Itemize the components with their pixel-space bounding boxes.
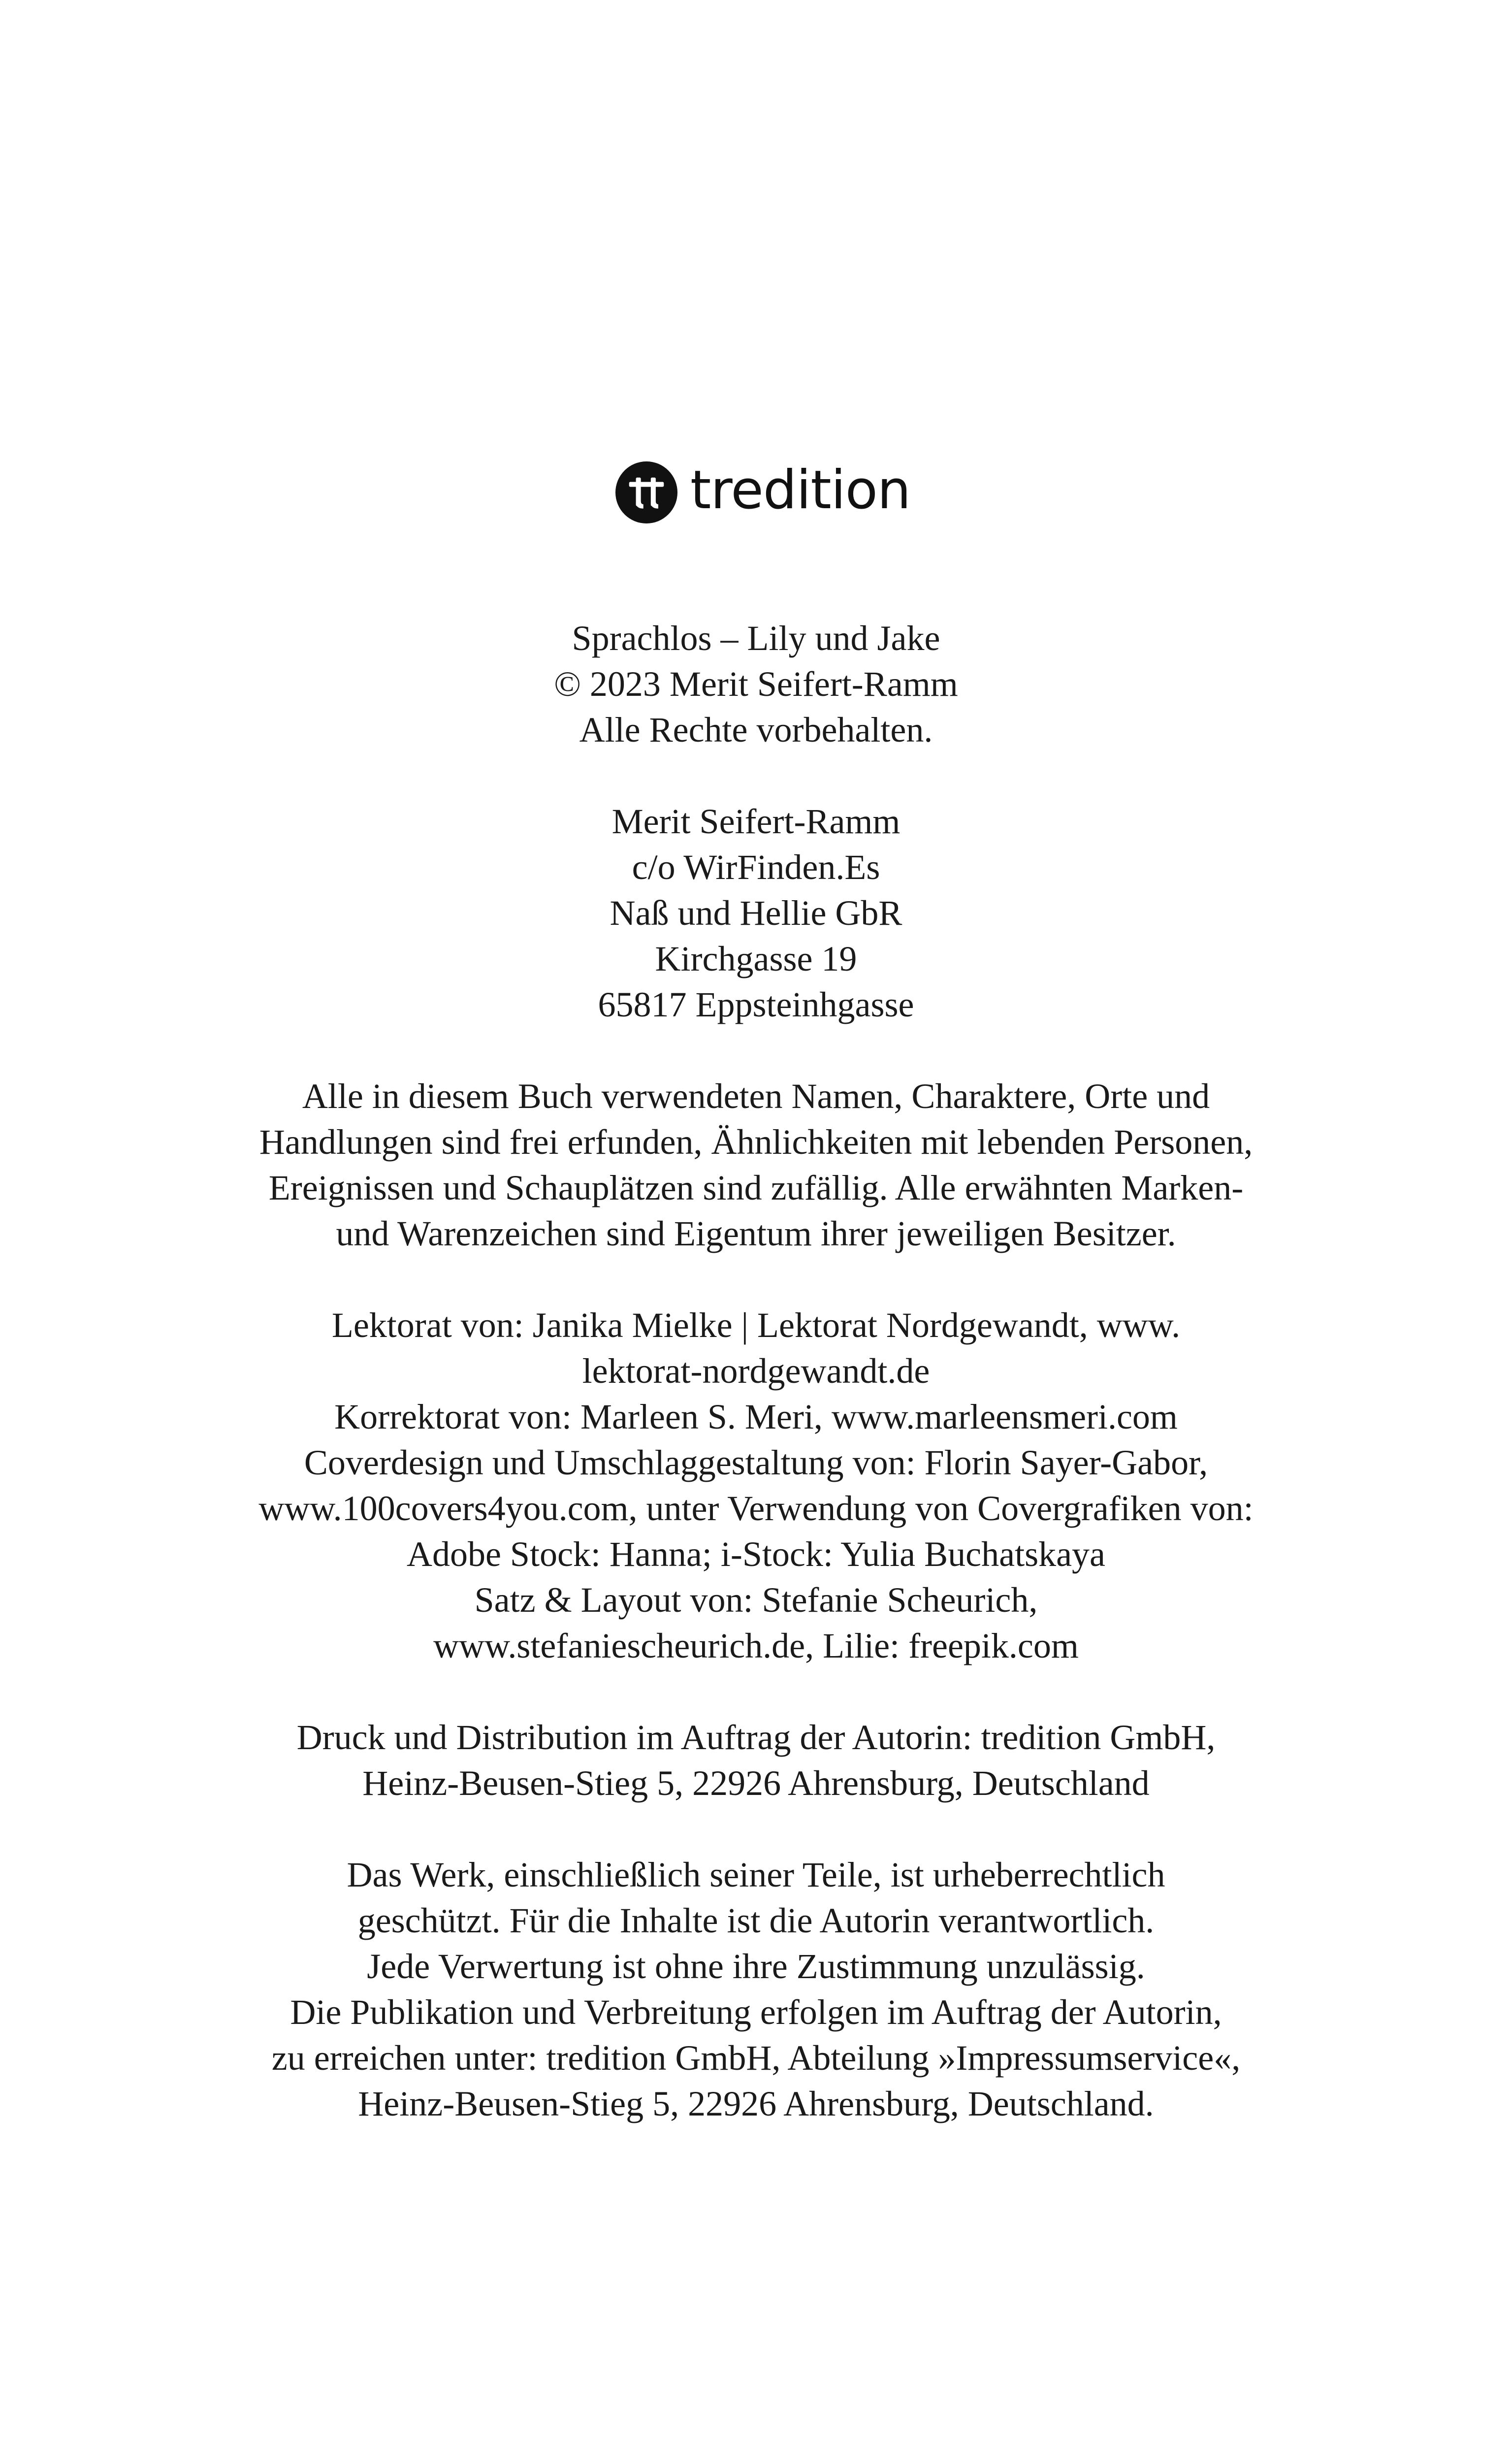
address-block (0, 799, 1512, 1028)
disclaimer-line: Alle in diesem Buch verwendeten Namen, Charaktere, Orte und (302, 1076, 1210, 1116)
imprint-content (0, 616, 1512, 2173)
credits-line: Satz & Layout von: Stefanie Scheurich, (474, 1580, 1038, 1620)
credits-line: www.stefaniescheurich.de, Lilie: freepik.com (433, 1626, 1079, 1665)
copyright-notice-line: Die Publikation und Verbreitung erfolgen im Auftrag der Autorin, (290, 1992, 1222, 2032)
address-line: c/o WirFinden.Es (632, 847, 880, 887)
copyright-notice-line: Heinz-Beusen-Stieg 5, 22926 Ahrensburg, Deutschland. (358, 2084, 1154, 2123)
credits-line: Adobe Stock: Hanna; i-Stock: Yulia Buchatskaya (406, 1534, 1106, 1574)
disclaimer-line: und Warenzeichen sind Eigentum ihrer jeweiligen Besitzer. (336, 1214, 1176, 1253)
credits-line: lektorat-nordgewandt.de (582, 1351, 930, 1391)
tredition-logo (615, 460, 910, 524)
copyright-block (0, 1852, 1512, 2127)
logo-wordmark: tredition (690, 459, 911, 521)
copyright-notice-line: geschützt. Für die Inhalte ist die Autorin verantwortlich. (357, 1901, 1155, 1940)
print-block (0, 1715, 1512, 1806)
print-line: Heinz-Beusen-Stieg 5, 22926 Ahrensburg, Deutschland (362, 1763, 1150, 1803)
credits-line: Korrektorat von: Marleen S. Meri, www.marleensmeri.com (334, 1397, 1178, 1436)
credits-line: Lektorat von: Janika Mielke | Lektorat Nordgewandt, www. (331, 1305, 1181, 1345)
credits-line: www.100covers4you.com, unter Verwendung von Covergrafiken von: (258, 1489, 1254, 1528)
address-line: Naß und Hellie GbR (610, 893, 902, 933)
tredition-logo-icon (615, 461, 677, 523)
disclaimer-block (0, 1074, 1512, 1257)
disclaimer-line: Handlungen sind frei erfunden, Ähnlichkeiten mit lebenden Personen, (259, 1122, 1253, 1162)
copyright-line: © 2023 Merit Seifert-Ramm (554, 664, 958, 704)
credits-block (0, 1303, 1512, 1669)
credits-line: Coverdesign und Umschlaggestaltung von: Florin Sayer-Gabor, (304, 1443, 1208, 1482)
copyright-notice-line: Jede Verwertung ist ohne ihre Zustimmung unzulässig. (367, 1947, 1145, 1986)
title-block (0, 616, 1512, 753)
copyright-notice-line: Das Werk, einschließlich seiner Teile, ist urheberrechtlich (347, 1855, 1165, 1894)
address-line: Merit Seifert-Ramm (611, 802, 901, 841)
book-title: Sprachlos – Lily und Jake (572, 619, 940, 658)
copyright-notice-line: zu erreichen unter: tredition GmbH, Abteilung »Impressumservice«, (271, 2038, 1241, 2078)
disclaimer-line: Ereignissen und Schauplätzen sind zufällig. Alle erwähnten Marken- (268, 1168, 1244, 1207)
address-line: 65817 Eppsteinhgasse (598, 985, 914, 1024)
rights-line: Alle Rechte vorbehalten. (579, 710, 933, 749)
print-line: Druck und Distribution im Auftrag der Autorin: tredition GmbH, (296, 1718, 1216, 1757)
address-line: Kirchgasse 19 (655, 939, 857, 978)
